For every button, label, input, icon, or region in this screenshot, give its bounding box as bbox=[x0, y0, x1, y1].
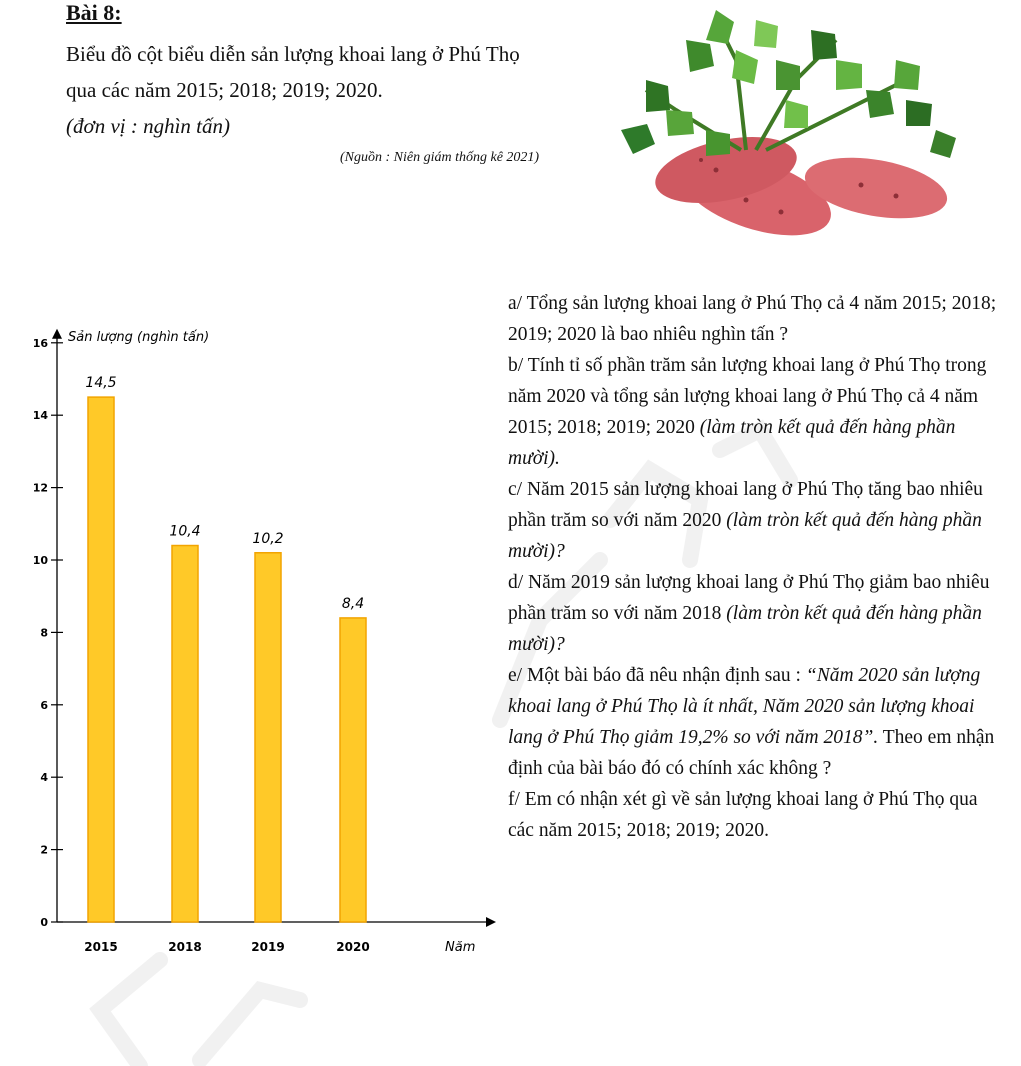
unit-note: (đơn vị : nghìn tấn) bbox=[66, 114, 231, 138]
bar-chart bbox=[0, 255, 500, 975]
bar-2015 bbox=[88, 397, 114, 922]
potato-leaves bbox=[621, 10, 956, 158]
x-tick-label-2015: 2015 bbox=[84, 940, 118, 954]
question-a: a/ Tổng sản lượng khoai lang ở Phú Thọ cả 4 năm 2015; 2018; 2019; 2020 là bao nhiêu nghìn tấn ? bbox=[508, 293, 997, 345]
intro-line-1: Biểu đồ cột biểu diễn sản lượng khoai lang ở Phú Thọ bbox=[66, 42, 520, 66]
question-f: f/ Em có nhận xét gì về sản lượng khoai lang ở Phú Thọ qua các năm 2015; 2018; 2019; 2020. bbox=[508, 789, 978, 841]
question-e: e/ Một bài báo đã nêu nhận định sau : “Năm 2020 sản lượng khoai lang ở Phú Thọ là ít nhất, Năm 2020 sản lượng khoai lang ở Phú Thọ giảm 19,2% so với năm 2018”. Theo em nhận định của bài báo đó có chính xác không ? bbox=[508, 665, 995, 779]
potato-tubers bbox=[649, 126, 951, 252]
x-tick-label-2020: 2020 bbox=[336, 940, 370, 954]
y-tick-label: 14 bbox=[32, 409, 48, 423]
value-label-2015: 14,5 bbox=[85, 375, 117, 392]
y-tick-label: 10 bbox=[32, 554, 48, 567]
x-axis-arrow bbox=[486, 917, 496, 927]
sweet-potato-illustration bbox=[606, 0, 966, 260]
y-tick-label: 6 bbox=[40, 698, 48, 712]
bar-2019 bbox=[255, 553, 281, 922]
source-note: (Nguồn : Niên giám thống kê 2021) bbox=[340, 150, 540, 165]
y-tick-label: 12 bbox=[32, 481, 48, 495]
question-c: c/ Năm 2015 sản lượng khoai lang ở Phú Thọ tăng bao nhiêu phần trăm so với năm 2020 (làm tròn kết quả đến hàng phần mười)? bbox=[508, 479, 983, 562]
value-label-2018: 10,4 bbox=[169, 523, 201, 540]
y-tick-label: 16 bbox=[32, 336, 48, 350]
y-axis-title: Sản lượng (nghìn tấn) bbox=[68, 329, 210, 345]
question-d: d/ Năm 2019 sản lượng khoai lang ở Phú Thọ giảm bao nhiêu phần trăm so với năm 2018 (làm tròn kết quả đến hàng phần mười)? bbox=[508, 572, 990, 655]
y-axis-arrow bbox=[52, 329, 62, 339]
questions-block bbox=[508, 288, 998, 846]
question-b: b/ Tính tỉ số phần trăm sản lượng khoai lang ở Phú Thọ trong năm 2020 và tổng sản lượng khoai lang ở Phú Thọ cả 4 năm 2015; 2018; 2019; 2020 (làm tròn kết quả đến hàng phần mười). bbox=[508, 355, 987, 469]
x-tick-label-2019: 2019 bbox=[251, 940, 285, 954]
x-tick-label-2018: 2018 bbox=[168, 940, 202, 954]
value-label-2020: 8,4 bbox=[341, 595, 365, 612]
y-tick-label: 8 bbox=[40, 626, 48, 640]
x-axis-title: Năm bbox=[445, 940, 476, 955]
value-label-2019: 10,2 bbox=[252, 530, 284, 547]
bar-2018 bbox=[172, 546, 198, 922]
y-tick-label: 0 bbox=[40, 916, 48, 929]
bar-2020 bbox=[340, 618, 366, 922]
y-tick-label: 2 bbox=[40, 843, 48, 857]
exercise-heading: Bài 8: bbox=[66, 0, 122, 25]
y-tick-label: 4 bbox=[40, 771, 48, 785]
intro-line-2: qua các năm 2015; 2018; 2019; 2020. bbox=[66, 78, 383, 102]
